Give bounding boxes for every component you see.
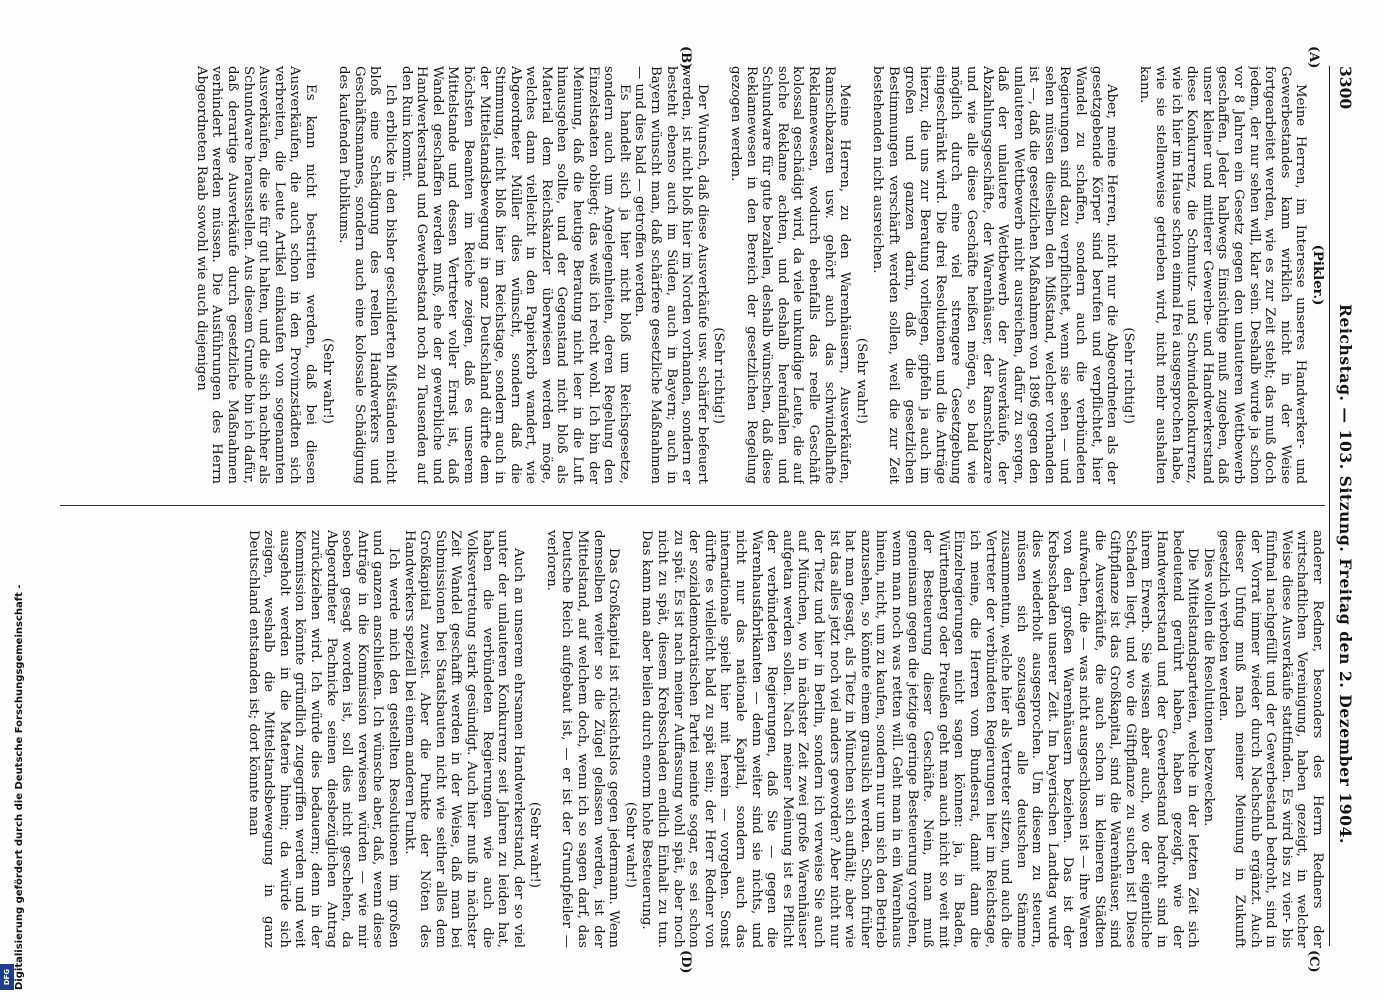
digitization-credit: [0, 0, 25, 1000]
paragraph: Aber, meine Herren, nicht nur die Abgeordneten als der gesetzgebende Körper sind berufen und verpflichtet, hier Wandel zu schaffen, sondern auch die verbündeten Regierungen sind dazu verpflichtet, wenn sie sehen — und sehen müssen dieselben den Mißstand, welcher vorhanden ist —, daß die gesetzlichen Maßnahmen von 1896 gegen den unlauteren Wettbewerb nicht ausreichen, dafür zu sorgen, daß der unlautere Wettbewerb der Ausverkäufe, der Abzahlungsgeschäfte, der Warenhäuser, der Ramschbazare und wie alle diese Geschäfte heißen mögen, so bald wie möglich durch eine viel strengere Gesetzgebung eingeschränkt wird. Die drei Resolutionen und die Anträge hierzu, die uns zur Beratung vorliegen, gipfeln ja auch im großen und ganzen darin, daß die gesetzlichen Bestimmungen verschärft werden sollen, weil die zur Zeit bestehenden nicht ausreichen.: [870, 66, 1120, 484]
interjection: (Sehr richtig!): [1120, 327, 1136, 424]
dfg-logo: [0, 964, 14, 990]
paragraph: Auch an unserem ehrsamen Handwerkerstand, der so viel unter der unlauteren Konkurrenz seit Jahren zu leiden hat, haben die verbündeten Regierungen wie auch die Volksvertretung stark gesündigt. Auch hier muß in nächster Zeit Wandel geschafft werden in der Weise, daß man bei Submissionen bei Staatsbauten nicht wie seither alles dem Großkapital zuweist. Aber die Punkte der Nöten des Handwerkers speziell bei einem anderen Punkt.: [401, 530, 526, 948]
interjection: (Sehr wahr!): [622, 801, 638, 888]
header-rule: [1329, 66, 1330, 946]
speaker-name: (Pikler.): [1310, 244, 1325, 306]
paragraph: Das Großkapital ist rücksichtslos gegen jedermann. Wenn demselben weiter so die Zügel gelassen werden, ist der Mittelstand, auf welchem doch, wenn ich so sagen darf, das Deutsche Reich aufgebaut ist, — er ist der Grundpfeiler — verloren.: [543, 530, 622, 948]
interjection: (Sehr wahr!): [319, 337, 335, 424]
left-column: [60, 66, 1325, 484]
right-column: [60, 530, 1325, 948]
page-heading: Reichstag. — 103. Sitzung. Freitag den 2. Dezember 1904.: [1336, 304, 1355, 844]
interjection: (Sehr wahr!): [527, 801, 543, 888]
margin-marker-a: (A): [1306, 46, 1321, 69]
column-divider: [60, 505, 1325, 506]
paragraph: Ich erblicke in den bisher geschilderten Mißständen nicht bloß eine Schädigung des reellen Handwerkers und Geschäftsmannes, sondern auch eine kolossale Schädigung des kaufenden Publikums.: [336, 66, 398, 484]
paragraph: Meine Herren, im Interesse unseres Handwerker- und Gewerbestandes kann wirklich nicht in der Weise fortgearbeitet werden, wie es zur Zeit steht; das muß doch jedem, der nur sehen will, klar sein. Deshalb wurde ja schon vor 8 Jahren ein Gesetz gegen den unlauteren Wettbewerb geschaffen. Jeder halbwegs Einsichtige muß zugeben, daß unser kleiner und mittlerer Gewerbe- und Handwerkerstand diese Konkurrenz, die Schmutz- und Schwindelkonkurrenz, wie ich hier im Hause schon einmal frei ausgesprochen habe, wie sie stellenweise getrieben wird, nicht mehr aushalten kann.: [1137, 66, 1309, 484]
dfg-logo-text: DFG: [3, 968, 11, 986]
paragraph: anderer Redner, besonders des Herrn Redners der wirtschaftlichen Vereinigung, haben gezeigt, in welcher Weise diese Ausverkäufe stattfinden. Es wird bis zu vier- bis fünfmal nachgefüllt und der Gewerbestand bedroht, sind in der Vorrat immer wieder durch Nachschub ergänzt. Auch dieser Unfug muß nach meiner Meinung in Zukunft gesetzlich verboten werden.: [1216, 530, 1325, 948]
margin-marker-c: (C): [1306, 950, 1321, 973]
interjection: (Sehr wahr!): [853, 337, 869, 424]
paragraph: Der Wunsch, daß diese Ausverkäufe usw. schärfer befeuert werden, ist nicht bloß hier im Norden vorhanden, sondern er besteht ebenso auch im Süden, auch in Bayern; auch in Bayern wünscht man, daß schärfere gesetzliche Maßnahmen — und dies bald — getroffen werden.: [632, 66, 710, 484]
paragraph: Es kann nicht bestritten werden, daß bei diesen Ausverkäufen, die auch schon in den Provinzstädten sich verbreiten, die Leute Artikel einkaufen von sogenannten Ausverkäufen, die sie für gut halten, und die sich nachher als Schundware herausstellen. Aus diesem Grunde bin ich dafür, daß derartige Ausverkäufe durch gesetzliche Maßnahmen verhindert werden müssen. Die Ausführungen des Herrn Abgeordneten Raab sowohl wie auch diejenigen: [193, 66, 318, 484]
page-number: 3300: [1336, 66, 1355, 110]
margin-marker-d: (D): [678, 950, 693, 974]
margin-marker-b: (B): [678, 46, 693, 70]
credit-text: Digitalisierung gefördert durch die Deutsche Forschungsgemeinschaft -: [14, 584, 25, 990]
paragraph: Die Mittelstandsparteien, welche in der letzten Zeit sich bedeutend gerührt haben, haben gezeigt, wie der Handwerkerstand und der Gewerbestand bedroht sind in ihrem Erwerb. Sie wissen aber auch, wo der eigentliche Schaden liegt, und wo die Giftpflanze zu suchen ist! Diese Giftpflanze ist das Großkapital, sind die Warenhäuser, sind die Ausverkäufe, die auch schon in kleineren Städten aufwachen, die — was nicht ausgeschlossen ist — ihre Waren von den großen Warenhäusern beziehen. Das ist der Krebsschaden unserer Zeit. Im bayerischen Landtag wurde dies wiederholt ausgesprochen. Um diesem zu steuern, müssen sich sozusagen alle deutschen Stämme zusammentun, welche hier als Vertreter sitzen, und auch die Vertreter der verbündeten Regierungen hier im Reichstage, ich meine, die Herren vom Bundesrat, damit dann die Einzelregierungen nicht sagen können: ja, in Baden, Württemberg oder Preußen geht man auch nicht so weit mit der Besteuerung dieser Geschäfte. Nein, man muß gemeinsam gegen die jetzige geringe Besteuerung vorgehen, wenn man noch was retten will. Geht man in ein Warenhaus hinein, nicht, um zu kaufen, sondern nur um sich den Betrieb anzusehen, so könnte einem grauslich werden. Schon früher hat man gesagt, als Tietz in München sich aufhält; aber wie ist das alles jetzt noch viel anders geworden? Aber nicht nur der Tietz und hier in Berlin, sondern ich verweise Sie auch auf München, wo in nächster Zeit zwei große Warenhäuser aufgetan werden sollen. Nach meiner Meinung ist es Pflicht der verbündeten Regierungen, daß Sie — gegen die Warenhausfabrikanten — denn weiter sind sie nichts, und nicht nur das nationale Kapital, sondern auch das internationale spielt hier mit herein — vorgehen. Sonst dürfte es vielleicht bald zu spät sein; der Herr Redner von der sozialdemokratischen Partei meinte sogar, es sei schon zu spät. Es ist nach meiner Auffassung wohl spät, aber noch nicht zu spät, diesem Krebsschaden endlich Einhalt zu tun. Das kann man aber heilen durch enorm hohe Besteuerung.: [639, 530, 1201, 948]
interjection: (Sehr richtig!): [711, 327, 727, 424]
paragraph: Es handelt sich ja hier nicht bloß um Reichsgesetze, sondern auch um Angelegenheiten, deren Regelung den Einzelstaaten obliegt; das weiß ich recht wohl. Ich bin der Meinung, daß die heutige Beratung nicht leer in die Luft hinausgehen sollte, und der Gegenstand nicht bloß als Material dem Reichskanzler überwiesen werden möge, welches dann vielleicht in den Papierkorb wandert, wie Abgeordneter Müller dies wünscht, sondern daß die Stimmung, nicht bloß hier im Reichstage, sondern auch in der Mittelstandsbewegung in ganz Deutschland dürfte dem höchsten Beamten im Reiche zeigen, daß es unserem Mittelstande und dessen Vertreter voller Ernst ist, daß Wandel geschaffen werden muß, ehe der gewerbliche und Handwerkerstand und Gewerbestand noch zu Tausenden auf den Ruin kommt.: [398, 66, 632, 484]
paragraph: Dies wollen die Resolutionen bezwecken.: [1200, 548, 1216, 827]
paragraph: Meine Herren, zu den Warenhäusern, Ausverkäufen, Ramschbazaren usw. gehört auch das schwindelhafte Reklamewesen, wodurch ebenfalls das reelle Geschäft kolossal geschädigt wird, da viele unkundige Leute, die auf solche Reklame achten, und deshalb hereinfallen und Schundware für gute bezahlen, deshalb wünschen, daß diese Reklamewesen in den Bereich der gesetzlichen Regelung gezogen werden.: [728, 66, 853, 484]
page-header: [1331, 66, 1355, 946]
paragraph: Ich werde mich den gestellten Resolutionen im großen und ganzen anschließen. Ich wünsche aber, daß, wenn diese Anträge in die Kommission verwiesen würden — wie mir soeben gesagt worden ist, soll dies nicht geschehen, da Abgeordneter Pachnicke seinen diesbezüglichen Antrag zurückziehen wird. Ich würde dies bedauern; denn in der Kommission könnte gründlich zugegriffen werden und weit ausgeholt werden in die Materie hinein; da würde sich zeigen, weshalb die Mittelstandsbewegung in ganz Deutschland entstanden ist; dort könnte man: [245, 530, 401, 948]
